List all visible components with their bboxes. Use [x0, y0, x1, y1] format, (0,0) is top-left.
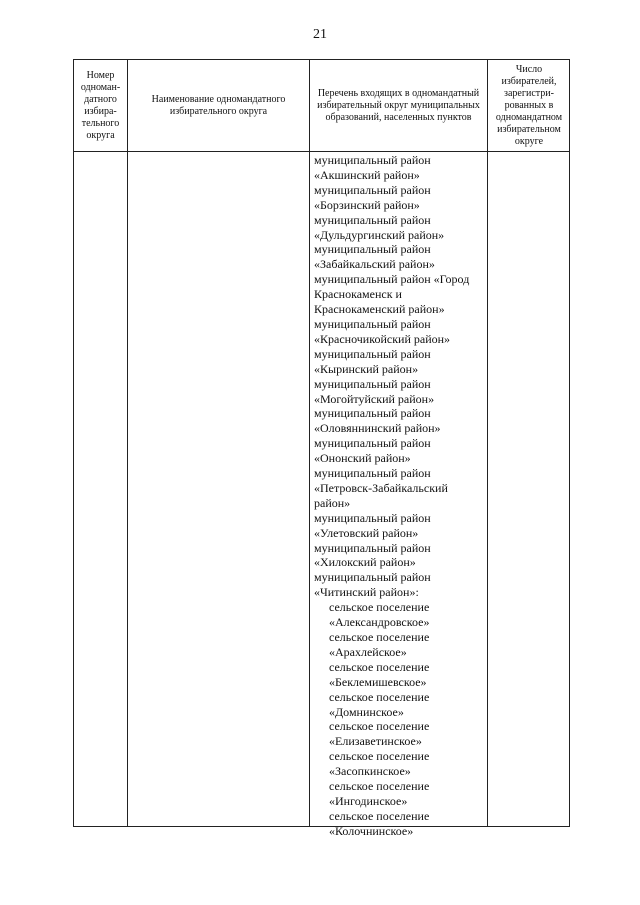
- municipalities-list: [314, 153, 486, 839]
- municipality-entry: муниципальный район: [314, 436, 431, 451]
- municipality-entry: район»: [314, 495, 351, 510]
- settlement-entry: «Беклемишевское»: [329, 674, 427, 689]
- municipality-entry: муниципальный район: [314, 376, 431, 391]
- municipality-entry: «Могойтуйский район»: [314, 391, 435, 406]
- municipality-entry: «Хилокский район»: [314, 555, 416, 570]
- settlement-entry: сельское поселение: [329, 779, 430, 794]
- municipality-entry: «Дульдургинский район»: [314, 227, 445, 242]
- header-municipalities-list: Перечень входящих в одномандатный избирательный округ муниципальных образований, населенных пунктов: [317, 87, 480, 123]
- municipality-entry: «Улетовский район»: [314, 525, 419, 540]
- settlement-entry: сельское поселение: [329, 600, 430, 615]
- municipality-entry: муниципальный район: [314, 346, 431, 361]
- settlement-entry: «Арахлейское»: [329, 644, 407, 659]
- header-district-number: Номер одноман-датного избира-тельного округа: [80, 69, 121, 141]
- municipality-entry: «Петровск-Забайкальский: [314, 480, 448, 495]
- settlement-entry: «Елизаветинское»: [329, 734, 422, 749]
- settlement-entry: «Александровское»: [329, 615, 430, 630]
- municipality-entry: «Оловяннинский район»: [314, 421, 441, 436]
- column-divider: [487, 60, 488, 826]
- municipality-entry: муниципальный район: [314, 182, 431, 197]
- municipality-entry: муниципальный район «Город: [314, 272, 470, 287]
- municipality-entry: муниципальный район: [314, 570, 431, 585]
- municipality-entry: «Забайкальский район»: [314, 257, 435, 272]
- settlement-entry: сельское поселение: [329, 749, 430, 764]
- municipality-entry: муниципальный район: [314, 540, 431, 555]
- settlement-entry: «Колочнинское»: [329, 823, 414, 838]
- districts-table: [73, 59, 570, 838]
- municipality-entry: Краснокаменск и: [314, 287, 402, 302]
- settlement-entry: «Домнинское»: [329, 704, 404, 719]
- settlement-entry: сельское поселение: [329, 808, 430, 823]
- header-voter-count: Число избирателей, зарегистри-рованных в одномандатном избирательном округе: [495, 63, 563, 147]
- municipality-entry: муниципальный район: [314, 212, 431, 227]
- column-divider: [309, 60, 310, 826]
- column-divider: [127, 60, 128, 826]
- municipality-entry: муниципальный район: [314, 466, 431, 481]
- settlement-entry: сельское поселение: [329, 689, 430, 704]
- municipality-entry: «Кыринский район»: [314, 361, 419, 376]
- settlement-entry: сельское поселение: [329, 719, 430, 734]
- settlement-entry: сельское поселение: [329, 659, 430, 674]
- municipality-entry: «Красночикойский район»: [314, 331, 451, 346]
- municipality-entry: муниципальный район: [314, 510, 431, 525]
- municipality-entry: муниципальный район: [314, 316, 431, 331]
- municipality-entry: «Читинский район»:: [314, 585, 419, 600]
- header-divider: [74, 151, 569, 152]
- municipality-entry: муниципальный район: [314, 242, 431, 257]
- header-district-name: Наименование одномандатного избирательного округа: [151, 93, 286, 117]
- municipality-entry: «Ононский район»: [314, 451, 411, 466]
- municipality-entry: муниципальный район: [314, 406, 431, 421]
- settlement-entry: «Ингодинское»: [329, 793, 408, 808]
- settlement-entry: «Засопкинское»: [329, 764, 411, 779]
- page-number: 21: [313, 27, 327, 42]
- municipality-entry: Краснокаменский район»: [314, 302, 445, 317]
- municipality-entry: муниципальный район: [314, 153, 431, 167]
- settlement-entry: сельское поселение: [329, 630, 430, 644]
- municipality-entry: «Акшинский район»: [314, 167, 420, 182]
- municipality-entry: «Борзинский район»: [314, 197, 420, 212]
